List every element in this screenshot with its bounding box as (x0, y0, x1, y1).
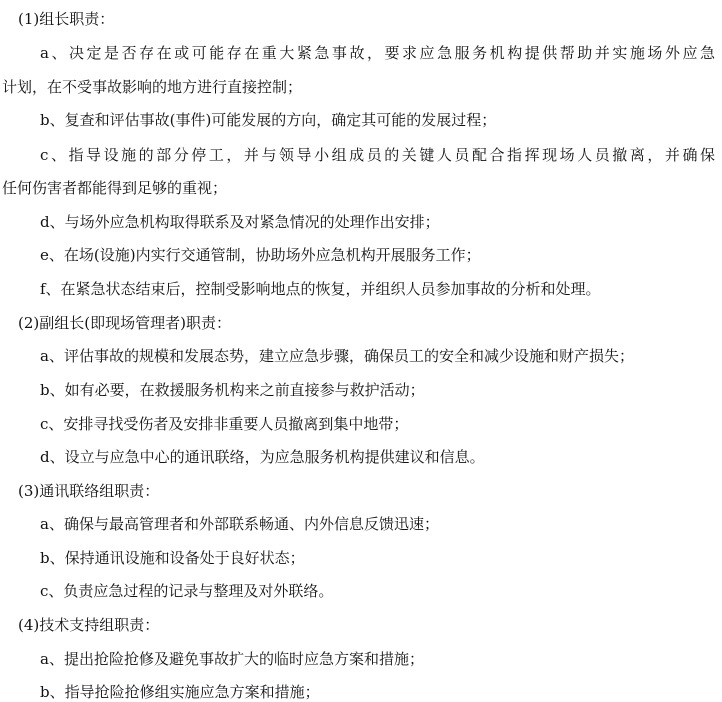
section-1-item-f: f、在紧急状态结束后，控制受影响地点的恢复，并组织人员参加事故的分析和处理。 (40, 280, 601, 298)
section-1-item-c: c、指导设施的部分停工，并与领导小组成员的关键人员配合指挥现场人员撤离，并确保 (40, 146, 715, 164)
section-2-heading: (2)副组长(即现场管理者)职责： (18, 314, 231, 332)
section-4-item-b: b、指导抢险抢修组实施应急方案和措施； (40, 683, 320, 701)
section-2-item-a: a、评估事故的规模和发展态势，建立应急步骤，确保员工的安全和减少设施和财产损失； (40, 347, 634, 365)
section-2-item-d: d、设立与应急中心的通讯联络，为应急服务机构提供建议和信息。 (40, 448, 485, 466)
section-3-heading: (3)通讯联络组职责： (18, 482, 160, 500)
section-3-item-c: c、负责应急过程的记录与整理及对外联络。 (40, 582, 334, 600)
section-4-item-a: a、提出抢险抢修及避免事故扩大的临时应急方案和措施； (40, 650, 424, 668)
section-1-item-a: a、决定是否存在或可能存在重大紧急事故，要求应急服务机构提供帮助并实施场外应急 (40, 44, 715, 62)
section-1-heading: (1)组长职责： (18, 10, 115, 28)
section-1-item-c-continued: 任何伤害者都能得到足够的重视； (2, 179, 228, 197)
section-2-item-b: b、如有必要，在救援服务机构来之前直接参与救护活动； (40, 381, 425, 399)
section-1-item-e: e、在场(设施)内实行交通管制，协助场外应急机构开展服务工作； (40, 246, 481, 264)
section-2-item-c: c、安排寻找受伤者及安排非重要人员撤离到集中地带； (40, 415, 409, 433)
section-4-heading: (4)技术支持组职责： (18, 616, 160, 634)
section-3-item-a: a、确保与最高管理者和外部联系畅通、内外信息反馈迅速； (40, 515, 439, 533)
section-1-item-d: d、与场外应急机构取得联系及对紧急情况的处理作出安排； (40, 213, 440, 231)
section-3-item-b: b、保持通讯设施和设备处于良好状态； (40, 549, 305, 567)
section-1-item-a-continued: 计划，在不受事故影响的地方进行直接控制； (2, 78, 303, 96)
section-1-item-b: b、复查和评估事故(事件)可能发展的方向，确定其可能的发展过程； (40, 111, 497, 129)
